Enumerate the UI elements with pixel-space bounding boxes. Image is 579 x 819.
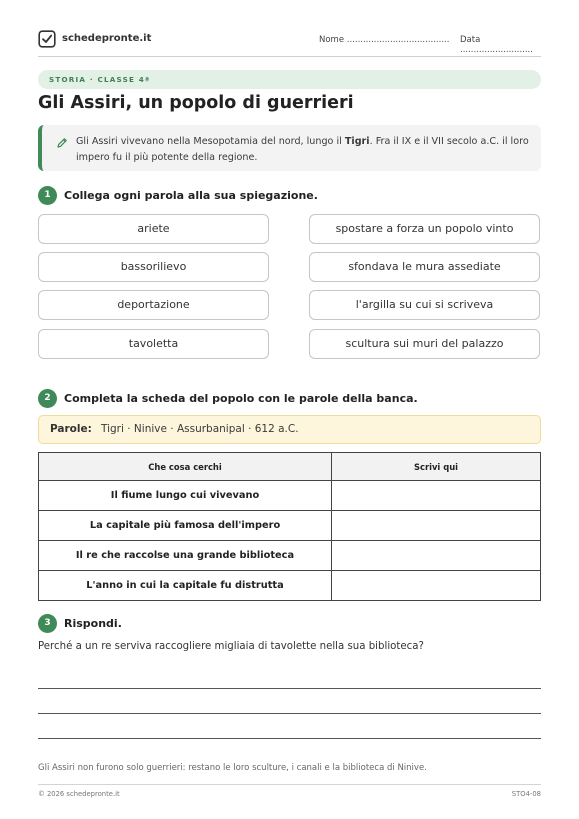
answer-line-1[interactable] (38, 688, 541, 689)
exercise-2-number: 2 (38, 389, 57, 408)
answer-line-2[interactable] (38, 713, 541, 714)
table-row (39, 571, 541, 601)
table-row (39, 541, 541, 571)
word-bank-label: Parole: (50, 423, 92, 435)
column-header-answer: Scrivi qui (332, 453, 541, 481)
exercise-2-title: Completa la scheda del popolo con le parole della banca. (64, 392, 418, 405)
clue-cell: Il re che raccolse una grande biblioteca (39, 541, 332, 571)
footer-divider (38, 784, 541, 785)
answer-cell[interactable] (332, 571, 541, 601)
worksheet-code: STO4-08 (511, 790, 541, 798)
match-definition-4[interactable]: scultura sui muri del palazzo (309, 329, 540, 359)
page-header (38, 30, 541, 55)
word-bank-words: Tigri · Ninive · Assurbanipal · 612 a.C. (101, 423, 299, 435)
intro-text (76, 134, 536, 166)
subject-pill (38, 70, 541, 89)
match-word-2[interactable]: bassorilievo (38, 252, 269, 282)
checkbox-logo-icon (38, 30, 56, 48)
name-field-label: Nome ...................................... (319, 35, 450, 45)
intro-box (38, 125, 541, 171)
closing-note: Gli Assiri non furono solo guerrieri: restano le loro sculture, i canali e la biblioteca di Ninive. (38, 763, 427, 773)
exercise-1-title: Collega ogni parola alla sua spiegazione. (64, 189, 318, 202)
table-header-row (39, 453, 541, 481)
open-question: Perché a un re serviva raccogliere migliaia di tavolette nella sua biblioteca? (38, 641, 424, 652)
date-field-label: Data ........................... (460, 35, 533, 55)
exercise-1-number: 1 (38, 186, 57, 205)
word-bank (38, 415, 541, 444)
intro-text-start: Gli Assiri vivevano nella Mesopotamia del nord, lungo il (76, 136, 345, 147)
match-definition-3[interactable]: l'argilla su cui si scriveva (309, 290, 540, 320)
match-word-4[interactable]: tavoletta (38, 329, 269, 359)
brand-name: schedepronte.it (62, 33, 152, 44)
header-divider (38, 56, 541, 57)
page-title: Gli Assiri, un popolo di guerrieri (38, 93, 354, 113)
exercise-3-number: 3 (38, 614, 57, 633)
column-header-clue: Che cosa cerchi (39, 453, 332, 481)
clue-cell: La capitale più famosa dell'impero (39, 511, 332, 541)
clue-cell: L'anno in cui la capitale fu distrutta (39, 571, 332, 601)
match-word-1[interactable]: ariete (38, 214, 269, 244)
intro-text-bold: Tigri (344, 136, 370, 147)
clue-cell: Il fiume lungo cui vivevano (39, 481, 332, 511)
copyright-text: © 2026 schedepronte.it (38, 790, 120, 798)
pencil-icon (56, 137, 68, 149)
match-word-3[interactable]: deportazione (38, 290, 269, 320)
answer-line-3[interactable] (38, 738, 541, 739)
table-row (39, 511, 541, 541)
fill-in-table (38, 452, 541, 601)
answer-cell[interactable] (332, 481, 541, 511)
match-definition-1[interactable]: spostare a forza un popolo vinto (309, 214, 540, 244)
intro-text-end: . Fra il IX e il VII secolo a.C. il loro impero fu il più potente della regione. (76, 136, 529, 163)
exercise-3-title: Rispondi. (64, 617, 122, 630)
match-definition-2[interactable]: sfondava le mura assediate (309, 252, 540, 282)
table-row (39, 481, 541, 511)
answer-cell[interactable] (332, 541, 541, 571)
answer-cell[interactable] (332, 511, 541, 541)
subject-label: STORIA · CLASSE 4ª (49, 75, 151, 84)
